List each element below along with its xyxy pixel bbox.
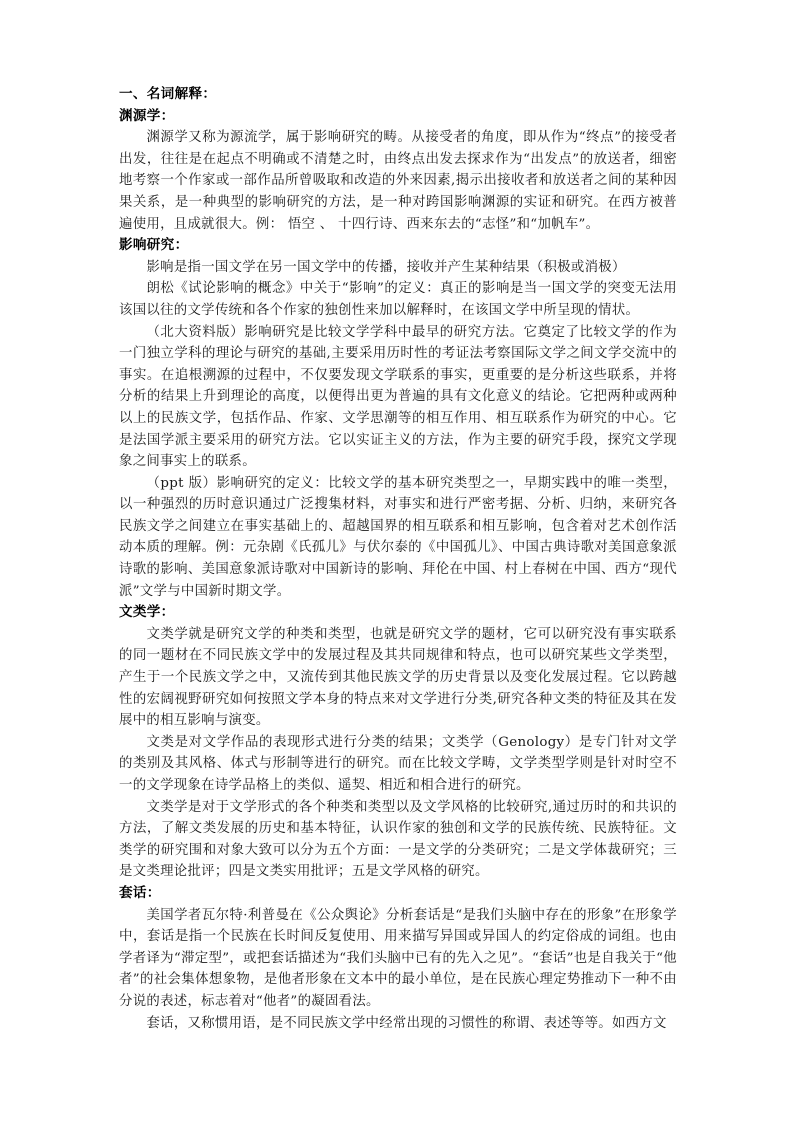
paragraph: 渊源学又称为源流学，属于影响研究的畴。从接受者的角度，即从作为“终点”的接受者出发，往往是在起点不明确或不清楚之时，由终点出发去探求作为“出发点”的放送者，细密地考察一个作家或一部作品所曾吸取和改造的外来因素,揭示出接收者和放送者之间的某种因果关系，是一种典型的影响研究的方法，是一种对跨国影响渊源的实证和研究。在西方被普遍使用，且成就很大。例： 悟空 、 十四行诗、西来东去的“志怪”和“加帆车”。 xyxy=(119,130,677,232)
section-title: 一、名词解释： xyxy=(119,86,217,102)
term-heading-yuanyuanxue: 渊源学： xyxy=(119,107,175,124)
document-page xyxy=(119,84,677,1034)
paragraph: 美国学者瓦尔特·利普曼在《公众舆论》分析套话是“是我们头脑中存在的形象”在形象学中，套话是指一个民族在长时间反复使用、用来描写异国或异国人的约定俗成的词组。也由学者译为“滞定型”，或把套话描述为“我们头脑中已有的先入之见”。“套话”也是自我关于“他者”的社会集体想象物，是他者形象在文本中的最小单位，是在民族心理定势推动下一种不由分说的表述，标志着对“他者”的凝固看法。 xyxy=(119,907,677,1009)
paragraph: 文类学就是研究文学的种类和类型，也就是研究文学的题材，它可以研究没有事实联系的同一题材在不同民族文学中的发展过程及其共同规律和特点，也可以研究某些文学类型，产生于一个民族文学之中，又流传到其他民族文学的历史背景以及变化发展过程。它以跨越性的宏阔视野研究如何按照文学本身的特点来对文学进行分类,研究各种文类的特征及其在发展中的相互影响与演变。 xyxy=(119,626,677,729)
term-heading-taohua: 套话： xyxy=(119,884,161,901)
paragraph: 朗松《试论影响的概念》中关于“影响”的定义：真正的影响是当一国文学的突变无法用该国以往的文学传统和各个作家的独创性来加以解释时，在该国文学中所呈现的情状。 xyxy=(119,281,677,318)
term-heading-wenleixue: 文类学： xyxy=(119,604,175,621)
paragraph: 套话，又称惯用语，是不同民族文学中经常出现的习惯性的称谓、表述等等。如西方文 xyxy=(146,1015,667,1031)
paragraph: 文类是对文学作品的表现形式进行分类的结果；文类学（Genology）是专门针对文学的类别及其风格、体式与形制等进行的研究。而在比较文学畴，文学类型学则是针对时空不一的文学现象在诗学品格上的类似、遥契、相近和相合进行的研究。 xyxy=(119,734,677,793)
paragraph: （ppt 版）影响研究的定义：比较文学的基本研究类型之一，早期实践中的唯一类型，以一种强烈的历时意识通过广泛搜集材料，对事实和进行严密考据、分析、归纳，来研究各民族文学之间建立在事实基础上的、超越国界的相互联系和相互影响，包含着对艺术创作活动本质的理解。例：元杂剧《氏孤儿》与伏尔泰的《中国孤儿》、中国古典诗歌对美国意象派诗歌的影响、美国意象派诗歌对中国新诗的影响、拜伦在中国、村上春树在中国、西方“现代派”文学与中国新时期文学。 xyxy=(119,475,677,599)
paragraph: （北大资料版）影响研究是比较文学学科中最早的研究方法。它奠定了比较文学的作为一门独立学科的理论与研究的基础,主要采用历时性的考证法考察国际文学之间文学交流中的事实。在追根溯源的过程中，不仅要发现文学联系的事实，更重要的是分析这些联系，并将分析的结果上升到理论的高度，以便得出更为普遍的具有文化意义的结论。它把两种或两种以上的民族文学，包括作品、作家、文学思潮等的相互作用、相互联系作为研究的中心。它是法国学派主要采用的研究方法。它以实证主义的方法，作为主要的研究手段，探究文学现象之间事实上的联系。 xyxy=(119,324,677,470)
paragraph: 影响是指一国文学在另一国文学中的传播，接收并产生某种结果（积极或消极） xyxy=(146,259,626,275)
term-heading-yingxiang: 影响研究： xyxy=(119,237,189,254)
paragraph: 文类学是对于文学形式的各个种类和类型以及文学风格的比较研究,通过历时的和共识的方法，了解文类发展的历史和基本特征，认识作家的独创和文学的民族传统、民族特征。文类学的研究围和对象大致可以分为五个方面：一是文学的分类研究；二是文学体裁研究；三是文类理论批评；四是文类实用批评；五是文学风格的研究。 xyxy=(119,799,677,880)
